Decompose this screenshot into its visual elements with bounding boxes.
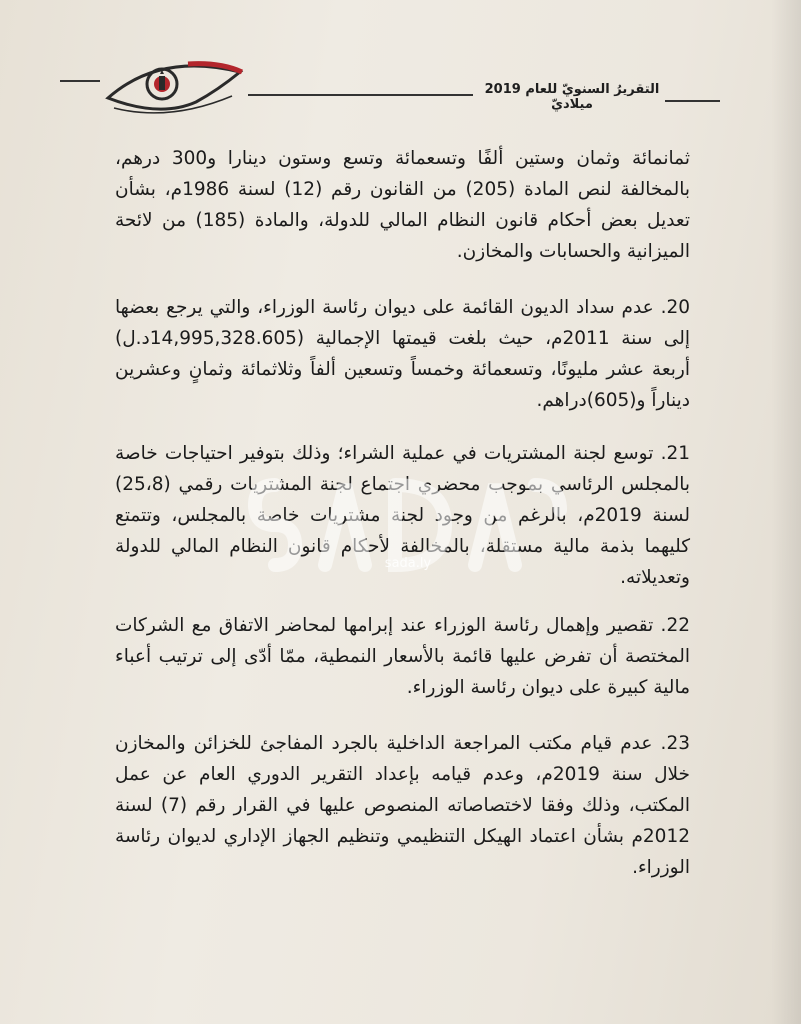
paragraph-continuation — [115, 143, 690, 267]
paragraph-item-20 — [115, 292, 690, 416]
paragraph-item-22 — [115, 610, 690, 703]
item-number: 21. — [660, 443, 690, 464]
report-title: التقريرُ السنويّ للعام 2019 ميلاديّ — [484, 82, 660, 112]
watermark-site-label: sada.ly — [384, 556, 432, 571]
item-number: 23. — [660, 733, 690, 754]
header-rule-right — [665, 100, 720, 102]
paragraph-text: توسع لجنة المشتريات في عملية الشراء؛ وذلك بتوفير احتياجات خاصة بالمجلس الرئاسي بموجب محضري اجتماع لجنة المشتريات رقمي (25،8) لسنة 2019م، بالرغم من وجود لجنة مشتريات خاصة بالمجلس، وتتمتع كليهما بذمة مالية مستقلة، بالمخالفة لأحكام قانون النظام المالي للدولة وتعديلاته. — [115, 443, 690, 588]
item-number: 20. — [660, 297, 690, 318]
authority-logo — [100, 46, 250, 126]
page-edge-shadow — [771, 0, 801, 1024]
paragraph-text: عدم سداد الديون القائمة على ديوان رئاسة الوزراء، والتي يرجع بعضها إلى سنة 2011م، حيث بلغت قيمتها الإجمالية (14,995,328.605د.ل) أربعة عشر مليونًا، وتسعمائة وخمساً وتسعين ألفاً وثلاثمائة وثمانٍ وعشرين ديناراً و(605)دراهم. — [115, 297, 690, 411]
header-rule-left — [60, 80, 100, 82]
item-number: 22. — [660, 615, 690, 636]
header-rule-middle — [248, 94, 473, 96]
paragraph-item-23 — [115, 728, 690, 883]
paragraph-text: ثمانمائة وثمان وستين ألفًا وتسعمائة وتسع وستون دينارا و300 درهم، بالمخالفة لنص المادة (205) من القانون رقم (12) لسنة 1986م، بشأن تعديل بعض أحكام قانون النظام المالي للدولة، والمادة (185) من لائحة الميزانية والحسابات والمخازن. — [115, 148, 691, 262]
paragraph-text: تقصير وإهمال رئاسة الوزراء عند إبرامها لمحاضر الاتفاق مع الشركات المختصة أن تفرض عليها قائمة بالأسعار النمطية، ممّا أدّى إلى ترتيب أعباء مالية كبيرة على ديوان رئاسة الوزراء. — [115, 615, 690, 698]
paragraph-text: عدم قيام مكتب المراجعة الداخلية بالجرد المفاجئ للخزائن والمخازن خلال سنة 2019م، وعدم قيامه بإعداد التقرير الدوري العام عن عمل المكتب، وذلك وفقا لاختصاصاته المنصوص عليها في القرار رقم (7) لسنة 2012م بشأن اعتماد الهيكل التنظيمي وتنظيم الجهاز الإداري لديوان رئاسة الوزراء. — [115, 733, 690, 878]
